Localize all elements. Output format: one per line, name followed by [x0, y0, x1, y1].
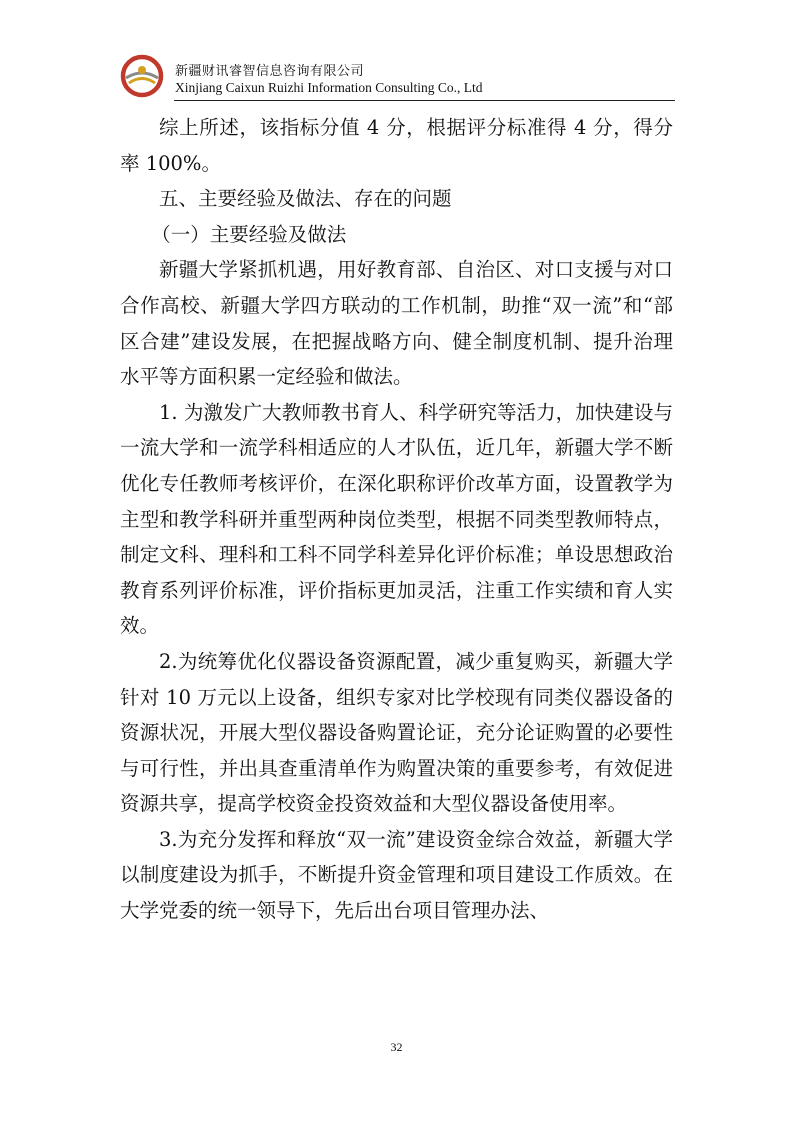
item-3-paragraph: 3.为充分发挥和释放“双一流”建设资金综合效益，新疆大学以制度建设为抓手，不断提升资金管理和项目建设工作质效。在大学党委的统一领导下，先后出台项目管理办法、: [120, 827, 673, 923]
company-logo-icon: [120, 54, 164, 98]
header-divider: [174, 100, 675, 101]
page-number: 32: [390, 1040, 403, 1054]
company-name-en: Xinjiang Caixun Ruizhi Information Consulting Co., Ltd: [175, 80, 483, 95]
page-header: [120, 50, 675, 106]
company-name-cn: 新疆财讯睿智信息咨询有限公司: [175, 64, 365, 79]
item-1-paragraph: 1. 为激发广大教师教书育人、科学研究等活力，加快建设与一流大学和一流学科相适应的人才队伍，近几年，新疆大学不断优化专任教师考核评价，在深化职称评价改革方面，设置教学为主型和教学科研并重型两种岗位类型，根据不同类型教师特点，制定文科、理科和工科不同学科差异化评价标准；单设思想政治教育系列评价标准，评价指标更加灵活，注重工作实绩和育人实效。: [120, 400, 673, 638]
item-2-paragraph: 2.为统筹优化仪器设备资源配置，减少重复购买，新疆大学针对 10 万元以上设备，组织专家对比学校现有同类仪器设备的资源状况，开展大型仪器设备购置论证，充分论证购置的必要性与可行性，并出具查重清单作为购置决策的重要参考，有效促进资源共享，提高学校资金投资效益和大型仪器设备使用率。: [120, 649, 673, 816]
document-body: [120, 110, 673, 929]
subsection-heading: （一）主要经验及做法: [151, 222, 347, 246]
section-heading: 五、主要经验及做法、存在的问题: [159, 187, 452, 211]
intro-paragraph: 新疆大学紧抓机遇，用好教育部、自治区、对口支援与对口合作高校、新疆大学四方联动的工作机制，助推“双一流”和“部区合建”建设发展，在把握战略方向、健全制度机制、提升治理水平等方面积累一定经验和做法。: [120, 258, 673, 389]
conclusion-paragraph: 综上所述，该指标分值 4 分，根据评分标准得 4 分，得分率 100%。: [120, 116, 673, 175]
